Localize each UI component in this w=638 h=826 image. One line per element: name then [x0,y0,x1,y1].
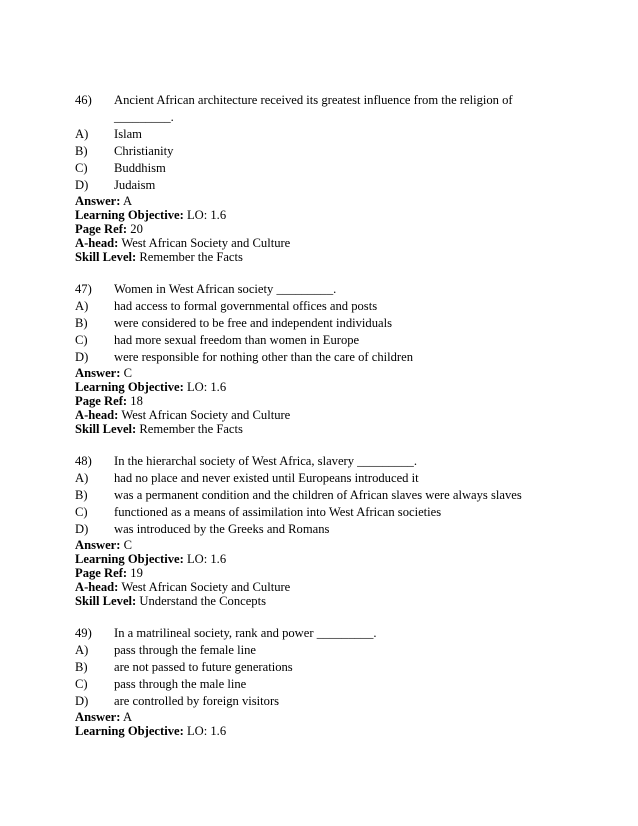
learning-objective-label: Learning Objective: [75,380,184,394]
option-text: had more sexual freedom than women in Europe [114,333,360,347]
option-text: Islam [114,127,142,141]
option-d [75,521,555,538]
question-stem [75,625,555,642]
option-letter: A) [75,299,89,313]
skill-level-label: Skill Level: [75,594,137,608]
a-head-label: A-head: [75,580,119,594]
question-stem [75,92,555,109]
learning-objective-label: Learning Objective: [75,552,184,566]
question-stem [75,453,555,470]
option-letter: D) [75,178,89,192]
page-ref-label: Page Ref: [75,222,128,236]
question-46 [75,92,555,264]
option-text: Judaism [114,178,156,192]
option-letter: B) [75,488,88,502]
page-ref-value: 19 [130,566,143,580]
skill-level-value: Remember the Facts [139,422,243,436]
option-c [75,160,555,177]
option-letter: A) [75,471,89,485]
option-letter: A) [75,127,89,141]
answer-value: A [122,194,133,208]
question-text: In the hierarchal society of West Africa, slavery _________. [114,454,418,468]
option-text: Christianity [114,144,174,158]
option-b [75,659,555,676]
option-b [75,487,555,504]
option-letter: B) [75,660,88,674]
question-number: 46) [75,93,92,107]
learning-objective-label: Learning Objective: [75,208,184,222]
page-ref-line [75,394,555,408]
option-text: Buddhism [114,161,166,175]
page-ref-line [75,222,555,236]
option-b [75,143,555,160]
option-letter: D) [75,350,89,364]
option-a [75,298,555,315]
option-letter: C) [75,161,88,175]
option-letter: C) [75,333,88,347]
question-49 [75,625,555,738]
option-text: were responsible for nothing other than the care of children [114,350,413,364]
answer-label: Answer: [75,194,121,208]
learning-objective-value: LO: 1.6 [186,380,227,394]
option-text: was introduced by the Greeks and Romans [114,522,330,536]
a-head-label: A-head: [75,236,119,250]
answer-value: C [123,538,133,552]
learning-objective-value: LO: 1.6 [186,552,227,566]
question-text: In a matrilineal society, rank and power _________. [114,626,377,640]
option-d [75,177,555,194]
option-text: had no place and never existed until Europeans introduced it [114,471,419,485]
question-text: Ancient African architecture received its greatest influence from the religion of [114,93,513,107]
a-head-value: West African Society and Culture [121,580,291,594]
page-ref-line [75,566,555,580]
learning-objective-line [75,380,555,394]
a-head-label: A-head: [75,408,119,422]
skill-level-line [75,594,555,608]
a-head-line [75,580,555,594]
skill-level-value: Remember the Facts [139,250,243,264]
question-number: 49) [75,626,92,640]
question-48 [75,453,555,608]
learning-objective-line [75,208,555,222]
option-a [75,470,555,487]
option-text: functioned as a means of assimilation into West African societies [114,505,442,519]
a-head-value: West African Society and Culture [121,236,291,250]
option-d [75,693,555,710]
option-text: was a permanent condition and the children of African slaves were always slaves [114,488,522,502]
learning-objective-line [75,552,555,566]
option-b [75,315,555,332]
question-text: Women in West African society _________. [114,282,337,296]
answer-label: Answer: [75,538,121,552]
option-letter: B) [75,316,88,330]
skill-level-line [75,422,555,436]
question-text-continued: _________. [114,110,174,124]
answer-value: A [122,710,133,724]
option-text: pass through the female line [114,643,256,657]
option-a [75,126,555,143]
option-letter: A) [75,643,89,657]
option-letter: C) [75,505,88,519]
skill-level-value: Understand the Concepts [139,594,266,608]
option-c [75,504,555,521]
answer-line [75,366,555,380]
answer-line [75,710,555,724]
learning-objective-value: LO: 1.6 [186,724,227,738]
option-c [75,676,555,693]
option-text: were considered to be free and independent individuals [114,316,393,330]
learning-objective-label: Learning Objective: [75,724,184,738]
learning-objective-value: LO: 1.6 [186,208,227,222]
option-letter: C) [75,677,88,691]
page-ref-value: 18 [130,394,143,408]
question-number: 47) [75,282,92,296]
option-d [75,349,555,366]
option-letter: B) [75,144,88,158]
answer-label: Answer: [75,710,121,724]
option-c [75,332,555,349]
skill-level-label: Skill Level: [75,422,137,436]
option-letter: D) [75,522,89,536]
option-text: had access to formal governmental offices and posts [114,299,378,313]
a-head-line [75,236,555,250]
answer-line [75,538,555,552]
option-text: pass through the male line [114,677,247,691]
option-letter: D) [75,694,89,708]
option-a [75,642,555,659]
skill-level-line [75,250,555,264]
skill-level-label: Skill Level: [75,250,137,264]
question-stem [75,281,555,298]
answer-value: C [123,366,133,380]
page-ref-label: Page Ref: [75,566,128,580]
answer-line [75,194,555,208]
answer-label: Answer: [75,366,121,380]
a-head-line [75,408,555,422]
question-number: 48) [75,454,92,468]
learning-objective-line [75,724,555,738]
question-47 [75,281,555,436]
document-page [75,92,555,755]
option-text: are not passed to future generations [114,660,293,674]
page-ref-label: Page Ref: [75,394,128,408]
a-head-value: West African Society and Culture [121,408,291,422]
option-text: are controlled by foreign visitors [114,694,280,708]
page-ref-value: 20 [130,222,143,236]
